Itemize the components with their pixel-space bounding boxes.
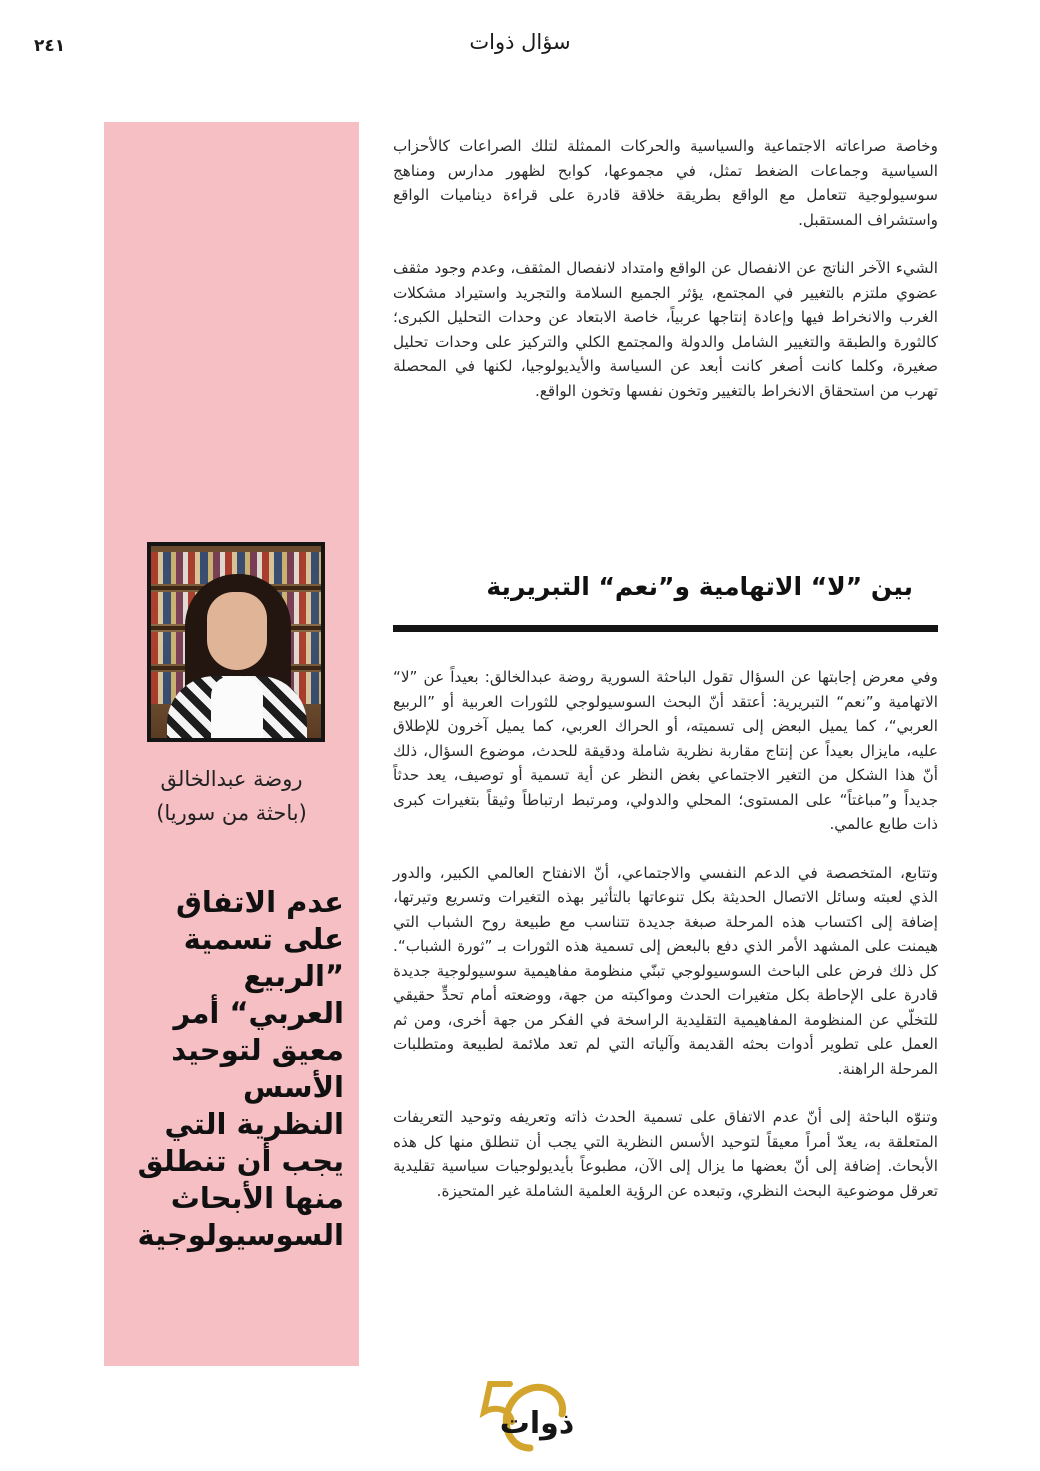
caption-name: روضة عبدالخالق [160, 767, 303, 791]
pull-quote: عدم الاتفاق على تسمية ”الربيع العربي“ أمر معيق لتوحيد الأسس النظرية التي يجب أن تنطلق منها الأبحاث السوسيولوجية [137, 885, 344, 1252]
paragraph: الشيء الآخر الناتج عن الانفصال عن الواقع وامتداد لانفصال المثقف، وعدم وجود مثقف عضوي ملتزم بالتغيير في المجتمع، يؤثر الجميع السلامة والتجريد واستيراد مشكلات الغرب والانخراط فيها وإعادة إنتاجها عربياً، خاصة الابتعاد عن وحدات التحليل الكبرى؛ كالثورة والطبقة والتغيير الشامل والدولة والمجتمع الكلي والتركيز على وحدات تحليل صغيرة، وكلما كانت أصغر كانت أبعد عن السياسة والأيديولوجيا، لكنها في المحصلة تهرب من استحقاق الانخراط بالتغيير وتخون نفسها وتخون الواقع. [393, 259, 938, 400]
paragraph: وخاصة صراعاته الاجتماعية والسياسية والحركات الممثلة لتلك الصراعات كالأحزاب السياسية وجماعات الضغط تمثل، في مجموعها، كوابح لظهور مدارس ومناهج سوسيولوجية تتعامل مع الواقع بطريقة خلاقة قادرة على قراءة ديناميات الواقع واستشراف المستقبل. [393, 137, 938, 229]
sidebar-panel [104, 122, 359, 1366]
author-portrait [147, 542, 325, 742]
page-number: ٢٤١ [34, 36, 66, 56]
paragraph: وفي معرض إجابتها عن السؤال تقول الباحثة السورية روضة عبدالخالق: بعيداً عن ”لا“ الاتهامية و”نعم“ التبريرية: أعتقد أنّ البحث السوسيولوجي للثورات العربية أو ”الربيع العربي“، كما يميل البعض إلى تسميته، أو الحراك العربي، كما يميل آخرون للإطلاق عليه، مايزال بعيداً عن إنتاج مقاربة نظرية شاملة ودقيقة للحدث، موضوع السؤال، ذلك أنّ هذا الشكل من التغير الاجتماعي بغض النظر عن أية تسمية أو توصيف، يعد حدثاً جديداً و”مباغتاً“ على المستوى؛ المحلي والدولي، ومرتبط ارتباطاً وثيقاً بتغيرات كبرى ذات طابع عالمي. [393, 668, 938, 833]
article-column-top [393, 134, 938, 403]
logo-text: ذوات [499, 1406, 575, 1441]
portrait-caption [104, 762, 359, 830]
dhawat-logo [470, 1378, 610, 1454]
caption-role: (باحثة من سوريا) [156, 801, 307, 825]
paragraph: وتنوّه الباحثة إلى أنّ عدم الاتفاق على تسمية الحدث ذاته وتعريفه وتوحيد التعريفات المتعلقة به، يعدّ أمراً معيقاً لتوحيد الأسس النظرية التي يجب أن تنطلق منها كل هذه الأبحاث. إضافة إلى أنّ بعضها ما يزال إلى الآن، مطبوعاً بأيديولوجيات سياسية تقليدية تعرقل موضوعية البحث النظري، وتبعده عن الرؤية العلمية الشاملة غير المتحيزة. [393, 1108, 938, 1200]
section-heading: بين ”لا“ الاتهامية و”نعم“ التبريرية [486, 572, 913, 601]
article-column-bottom [393, 665, 938, 1203]
heading-rule [393, 625, 938, 632]
running-head: سؤال ذوات [469, 30, 571, 54]
paragraph: وتتابع، المتخصصة في الدعم النفسي والاجتماعي، أنّ الانفتاح العالمي الكبير، والدور الذي لعبته وسائل الاتصال الحديثة بكل تنوعاتها بالتأثير بهذه التغيرات وتسريع وتيرتها، إضافة إلى اكتساب هذه المرحلة صبغة جديدة تتناسب مع طبيعة روح الشباب التي هيمنت على المشهد الأمر الذي دفع بالبعض إلى تسمية هذه الثورات بـ ”ثورة الشباب“. كل ذلك فرض على الباحث السوسيولوجي تبنّي منظومة مفاهيمية سوسيولوجية جديدة قادرة على الإحاطة بكل متغيرات الحدث ومواكبته من جهة، ووضعته أمام تحدٍّ حقيقي للتخلّي عن المنظومة المفاهيمية التقليدية الراسخة في الفكر من جهة أخرى، ومن ثم العمل على تطوير أدوات بحثه القديمة وآلياته التي لم تعد ملائمة لطبيعة ومتطلبات المرحلة الراهنة. [393, 863, 938, 1078]
